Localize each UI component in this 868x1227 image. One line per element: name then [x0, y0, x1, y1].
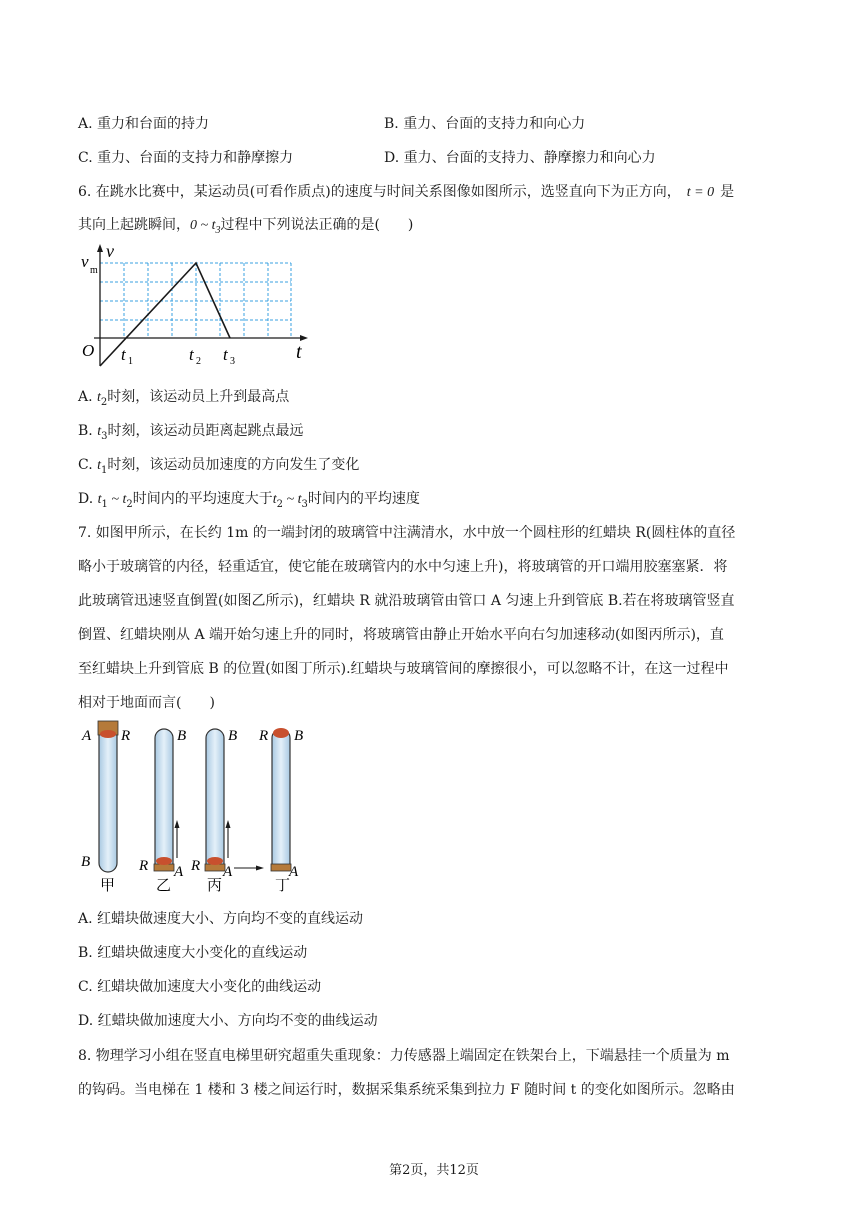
q6-stem-text2b: 过程中下列说法正确的是( ) — [220, 217, 414, 233]
graph-label-t: t — [296, 341, 302, 363]
q7-option-c: C. 红蜡块做加速度大小变化的曲线运动 — [78, 979, 322, 995]
q7-stem-line5: 至红蜡块上升到管底 B 的位置(如图丁所示).红蜡块与玻璃管间的摩擦很小，可以忽略不计，在这一过程中 — [78, 661, 729, 677]
page-footer: 第2页，共12页 — [389, 1163, 479, 1178]
wax-block — [100, 730, 116, 738]
q5-option-c: C. 重力、台面的支持力和静摩擦力 — [78, 150, 294, 166]
q7-option-b: B. 红蜡块做速度大小变化的直线运动 — [78, 945, 308, 961]
q7-tubes-figure — [76, 718, 326, 898]
graph-label-t1-sub: 1 — [128, 356, 133, 367]
q7-stem-line1: 7. 如图甲所示，在长约 1m 的一端封闭的玻璃管中注满清水，水中放一个圆柱形的红蜡块 R(圆柱体的直径 — [78, 525, 736, 541]
svg-text:R: R — [191, 858, 201, 874]
q7-option-d: D. 红蜡块做加速度大小、方向均不变的曲线运动 — [78, 1013, 378, 1029]
svg-text:A: A — [289, 864, 299, 880]
graph-label-t3-sub: 3 — [230, 356, 235, 367]
tube-ding — [258, 728, 303, 894]
q5-option-d: D. 重力、台面的支持力、静摩擦力和向心力 — [384, 150, 656, 166]
graph-grid — [100, 263, 291, 338]
q6-option-a: A. $t_2$时刻，该运动员上升到最高点 — [78, 389, 290, 408]
q6-stem-line1 — [78, 181, 734, 201]
graph-label-origin: O — [82, 341, 95, 360]
q6-option-d: D. $t_1$ ~ $t_2$时间内的平均速度大于$t_2$ ~ $t_3$时间内的平均速度 — [78, 491, 420, 510]
svg-text:B: B — [294, 728, 304, 744]
svg-text:B: B — [177, 728, 187, 744]
graph-label-vm: v — [81, 252, 89, 271]
svg-text:A: A — [82, 728, 92, 744]
tube-yi — [138, 728, 186, 894]
graph-label-t1: t — [121, 345, 126, 364]
q5-option-a: A. 重力和台面的持力 — [78, 116, 210, 132]
svg-text:B: B — [228, 728, 238, 744]
q6-stem-text1: 6. 在跳水比赛中，某运动员(可看作质点)的速度与时间关系图像如图所示，选竖直向下为正方向， — [78, 184, 681, 200]
q7-option-a: A. 红蜡块做速度大小、方向均不变的直线运动 — [78, 911, 364, 927]
tube-jia — [81, 721, 130, 894]
q6-math-range: 0 ~ $t_3$ — [190, 218, 221, 236]
q7-stem-line3: 此玻璃管迅速竖直倒置(如图乙所示)，红蜡块 R 就沿玻璃管由管口 A 匀速上升到管底 B.若在将玻璃管竖直 — [78, 593, 735, 609]
svg-text:A: A — [174, 864, 184, 880]
q7-stem-line6: 相对于地面而言( ) — [78, 695, 215, 711]
graph-label-t2: t — [189, 345, 194, 364]
svg-text:甲: 甲 — [100, 878, 116, 894]
q6-option-c: C. $t_1$时刻，该运动员加速度的方向发生了变化 — [78, 457, 360, 476]
graph-vt-line — [100, 263, 230, 366]
q7-stem-line4: 倒置、红蜡块刚从 A 端开始匀速上升的同时，将玻璃管由静止开始水平向右匀加速移动(如图丙所示)，直 — [78, 627, 724, 643]
q6-stem-text1b: 是 — [720, 184, 735, 200]
svg-text:乙: 乙 — [156, 878, 172, 894]
q6-option-b: B. $t_3$时刻，该运动员距离起跳点最远 — [78, 423, 304, 442]
q6-vt-graph — [76, 242, 316, 370]
q7-stem-line2: 略小于玻璃管的内径，轻重适宜，使它能在玻璃管内的水中匀速上升)，将玻璃管的开口端用胶塞塞紧．将 — [78, 559, 728, 575]
svg-text:B: B — [81, 854, 91, 870]
graph-label-t2-sub: 2 — [196, 356, 201, 367]
graph-label-v: v — [106, 242, 114, 261]
svg-text:R: R — [259, 728, 269, 744]
svg-text:丙: 丙 — [207, 878, 223, 894]
graph-v-arrow — [97, 244, 103, 252]
q6-stem-line2 — [78, 214, 413, 236]
tube-bing — [190, 728, 264, 894]
graph-label-t3: t — [223, 345, 228, 364]
svg-text:R: R — [139, 858, 149, 874]
svg-text:丁: 丁 — [275, 878, 291, 894]
svg-text:R: R — [121, 728, 131, 744]
q8-stem-line2: 的钩码。当电梯在 1 楼和 3 楼之间运行时，数据采集系统采集到拉力 F 随时间 t 的变化如图所示。忽略由 — [78, 1082, 735, 1098]
q6-stem-text2: 其向上起跳瞬间， — [78, 217, 190, 233]
q6-math-t0: t = 0 — [686, 185, 715, 200]
q5-option-b: B. 重力、台面的支持力和向心力 — [384, 116, 586, 132]
svg-text:A: A — [223, 864, 233, 880]
graph-label-vm-sub: m — [90, 265, 98, 276]
q8-stem-line1: 8. 物理学习小组在竖直电梯里研究超重失重现象：力传感器上端固定在铁架台上，下端悬挂一个质量为 m — [78, 1048, 730, 1064]
